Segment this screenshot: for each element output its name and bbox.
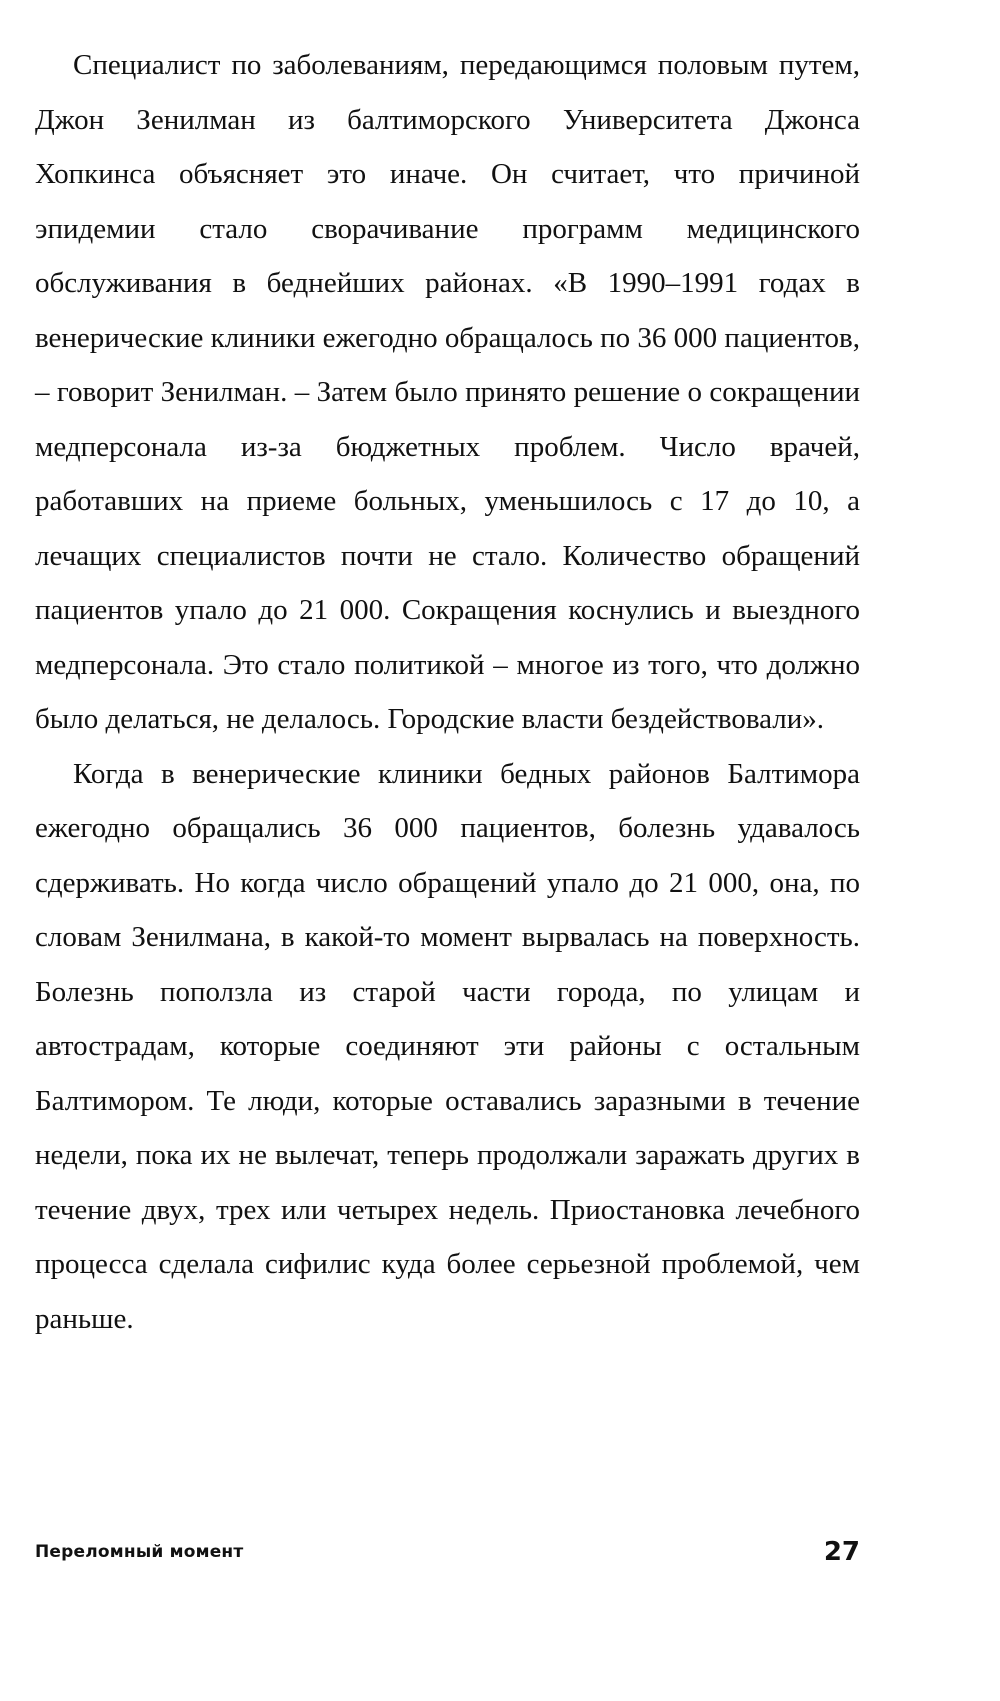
page-footer	[35, 1532, 860, 1572]
paragraph-1: Специалист по заболеваниям, передающимся половым путем, Джон Зенилман из балтиморского Университета Джонса Хопкинса объясняет это иначе. Он считает, что причиной эпидемии стало сворачивание программ медицинского обслуживания в беднейших районах. «В 1990–1991 годах в венерические клиники ежегодно обращалось по 36 000 пациентов, – говорит Зенилман. – Затем было принято решение о сокращении медперсонала из-за бюджетных проблем. Число врачей, работавших на приеме больных, уменьшилось с 17 до 10, а лечащих специалистов почти не стало. Количество обращений пациентов упало до 21 000. Сокращения коснулись и выездного медперсонала. Это стало политикой – многое из того, что должно было делаться, не делалось. Городские власти бездействовали».	[35, 49, 860, 735]
page-number: 27	[823, 1537, 860, 1567]
running-title: Переломный момент	[35, 1542, 244, 1562]
body-text	[35, 38, 860, 1346]
paragraph-2: Когда в венерические клиники бедных районов Балтимора ежегодно обращались 36 000 пациентов, болезнь удавалось сдерживать. Но когда число обращений упало до 21 000, она, по словам Зенилмана, в какой-то момент вырвалась на поверхность. Болезнь поползла из старой части города, по улицам и автострадам, которые соединяют эти районы с остальным Балтимором. Те люди, которые оставались заразными в течение недели, пока их не вылечат, теперь продолжали заражать других в течение двух, трех или четырех недель. Приостановка лечебного процесса сделала сифилис куда более серьезной проблемой, чем раньше.	[35, 757, 860, 1335]
